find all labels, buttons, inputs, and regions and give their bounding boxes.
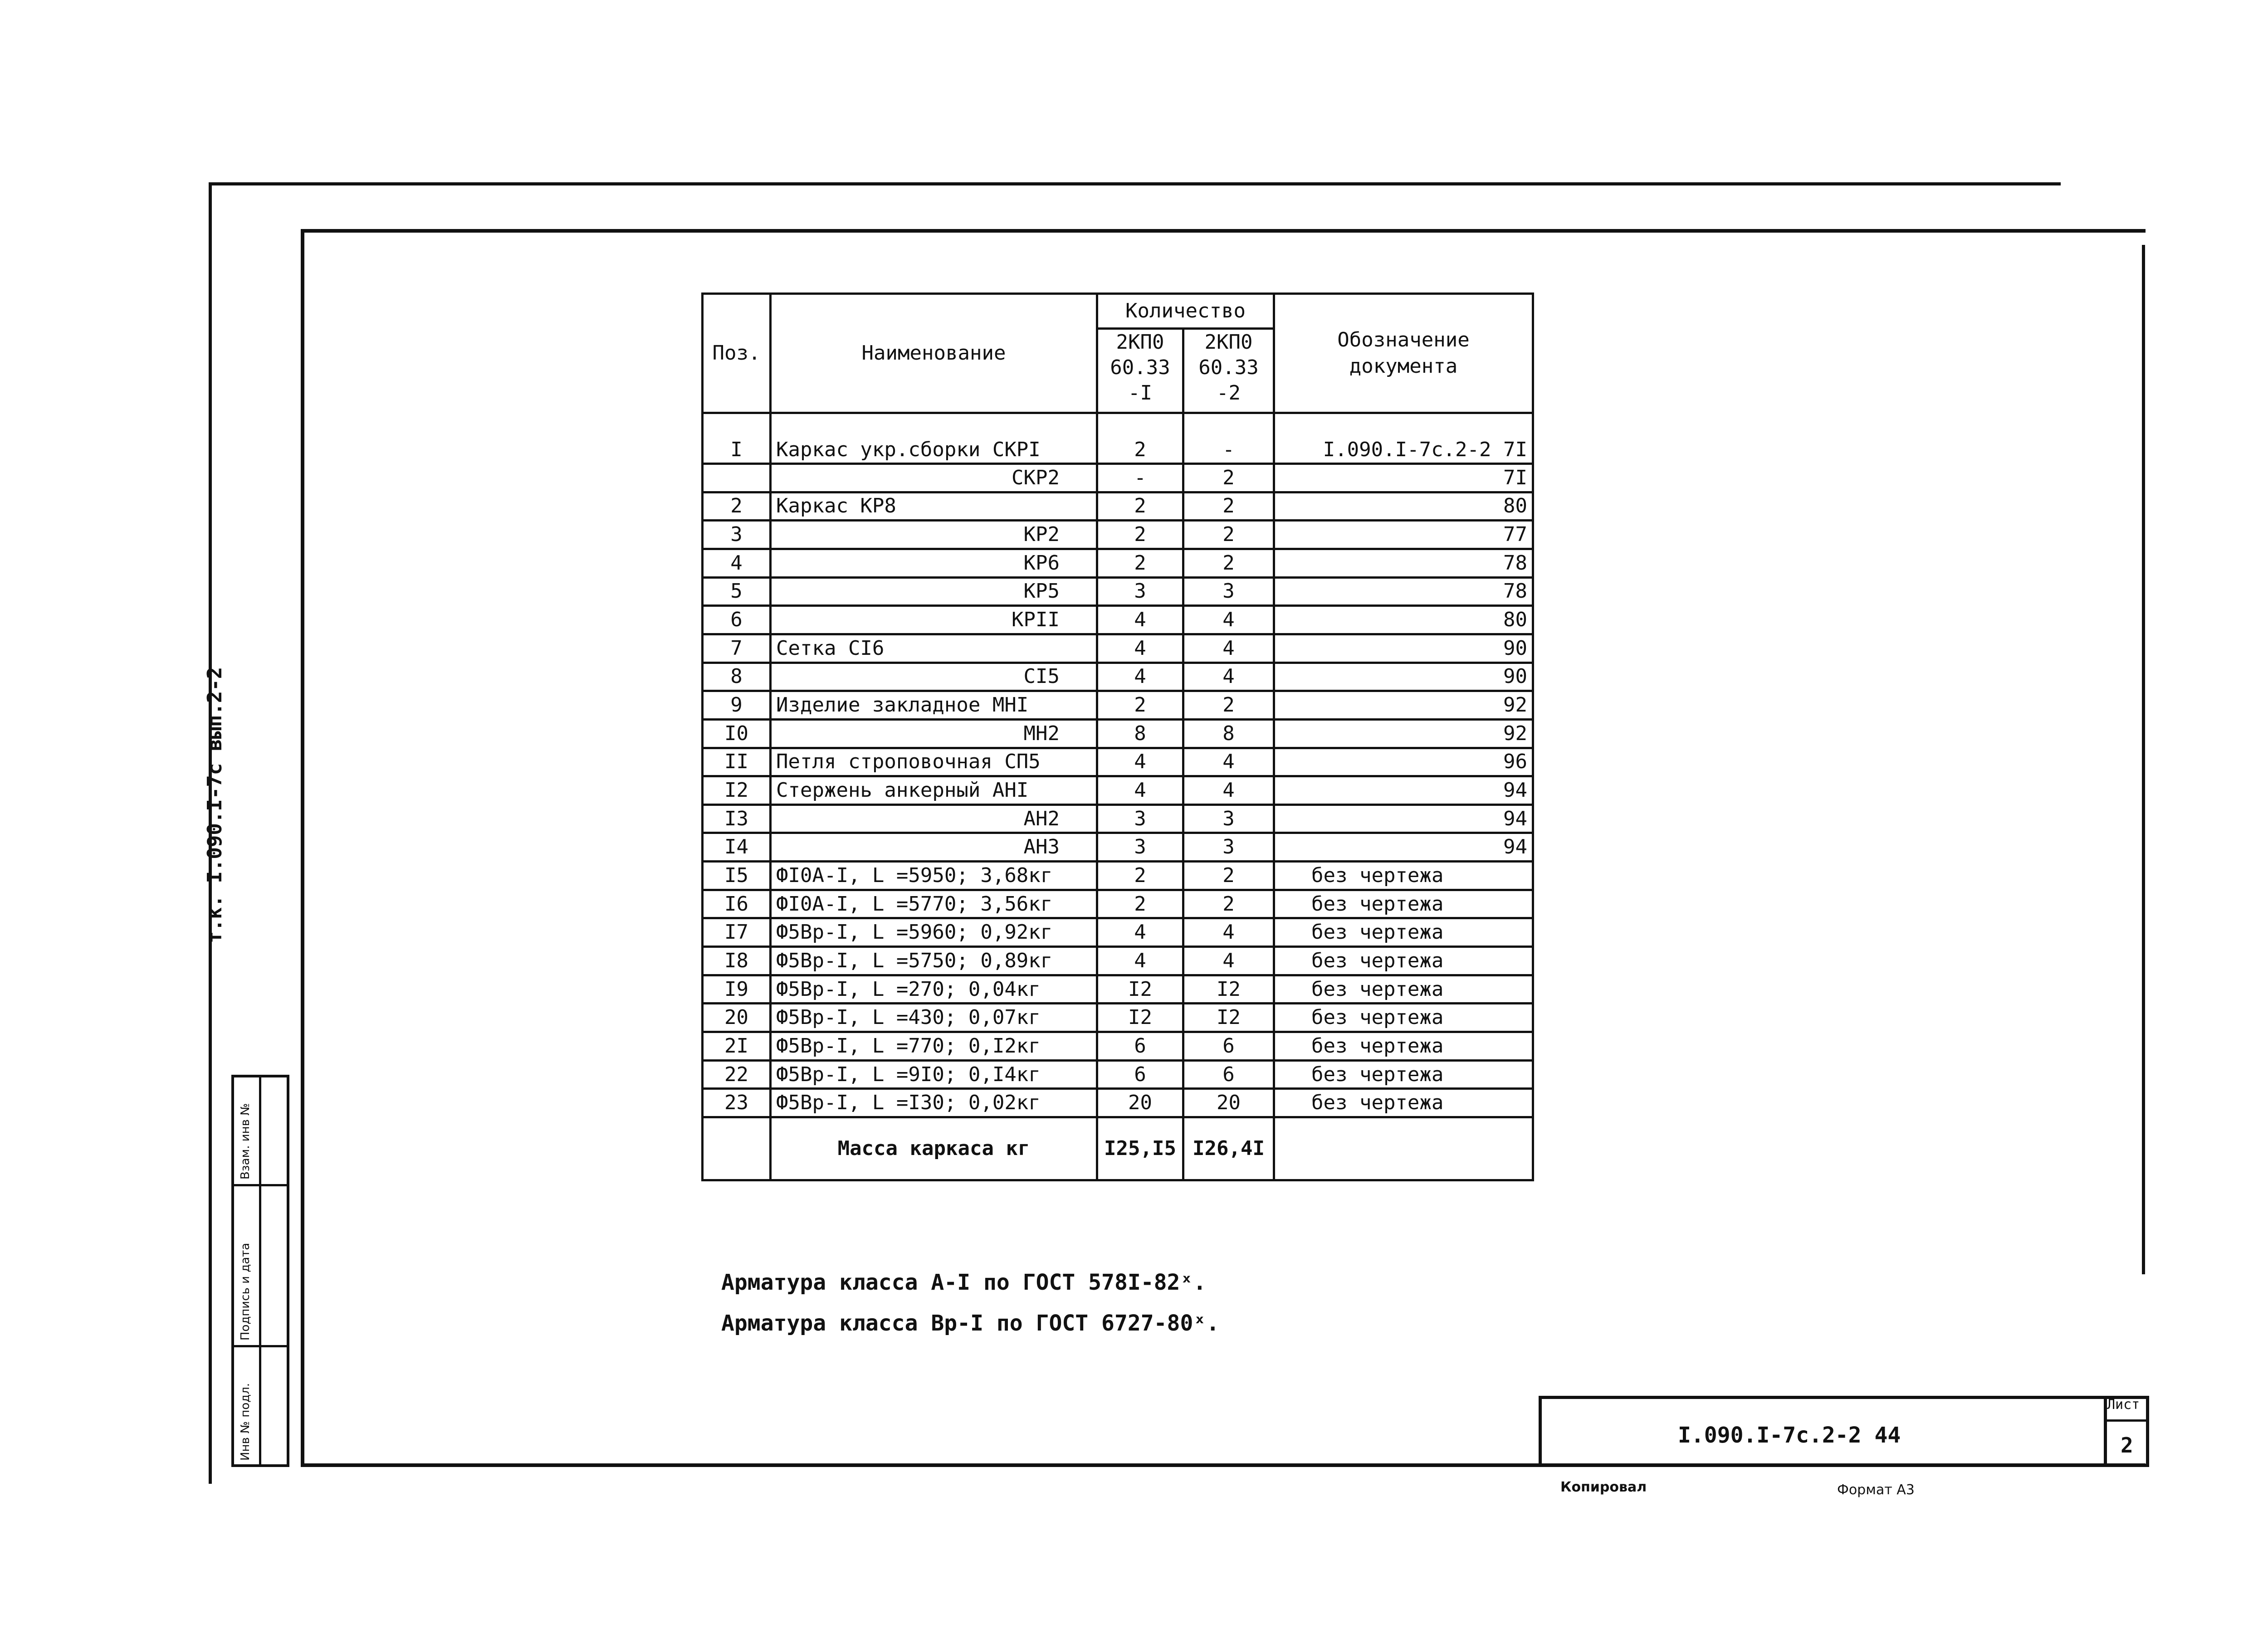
- sheet-box-divider: [2104, 1419, 2149, 1422]
- top-border-outer: [210, 182, 2061, 185]
- cell-qty-1: 6: [1097, 1032, 1183, 1061]
- cell-pos: I7: [703, 918, 771, 947]
- header-name: Наименование: [771, 294, 1097, 413]
- stamp-signature-label: Подпись и дата: [239, 1243, 252, 1340]
- cell-doc: без чертежа: [1274, 862, 1533, 890]
- table-row: [703, 691, 1533, 720]
- cell-name: Ф5Вр-I, L =I30; 0,02кг: [771, 1089, 1097, 1117]
- cell-doc: 94: [1274, 776, 1533, 805]
- sheet-label: Лист: [2107, 1397, 2140, 1413]
- cell-qty-1: 4: [1097, 776, 1183, 805]
- cell-pos: I0: [703, 719, 771, 748]
- header-pos: Поз.: [703, 294, 771, 413]
- copied-by-label: Копировал: [1560, 1479, 1647, 1495]
- cell-name: Ф5Вр-I, L =270; 0,04кг: [771, 975, 1097, 1004]
- table-row: [703, 549, 1533, 577]
- cell-qty-1: 2: [1097, 890, 1183, 918]
- cell-qty-1: 20: [1097, 1089, 1183, 1117]
- cell-doc: 94: [1274, 833, 1533, 862]
- cell-doc: без чертежа: [1274, 947, 1533, 975]
- table-row: [703, 776, 1533, 805]
- table-row: [703, 748, 1533, 776]
- cell-qty-2: 4: [1183, 663, 1274, 691]
- table-row: [703, 463, 1533, 492]
- cell-qty-2: 4: [1183, 748, 1274, 776]
- cell-doc: I.090.I-7с.2-2 7I: [1274, 413, 1533, 463]
- cell-doc: 80: [1274, 606, 1533, 634]
- table-row: [703, 804, 1533, 833]
- cell-name: КР2: [771, 521, 1097, 549]
- table-row: [703, 1032, 1533, 1061]
- table-header-row: [703, 294, 1533, 329]
- cell-pos: I4: [703, 833, 771, 862]
- sheet-number: 2: [2121, 1433, 2133, 1457]
- cell-name: Ф5Вр-I, L =5960; 0,92кг: [771, 918, 1097, 947]
- cell-name: СКР2: [771, 463, 1097, 492]
- cell-doc: 90: [1274, 634, 1533, 663]
- sheet-frame-right: [2142, 245, 2145, 1274]
- cell-qty-1: 4: [1097, 748, 1183, 776]
- cell-qty-2: 4: [1183, 918, 1274, 947]
- variant-2-line: 2КП0: [1204, 331, 1253, 354]
- cell-qty-1: 4: [1097, 663, 1183, 691]
- cell-qty-2: 6: [1183, 1060, 1274, 1089]
- table-row: [703, 1060, 1533, 1089]
- cell-qty-1: 4: [1097, 634, 1183, 663]
- cell-qty-2: 3: [1183, 577, 1274, 606]
- cell-qty-2: 4: [1183, 606, 1274, 634]
- cell-qty-2: 4: [1183, 634, 1274, 663]
- table-row: [703, 833, 1533, 862]
- cell-pos: 9: [703, 691, 771, 720]
- cell-pos: I: [703, 413, 771, 463]
- cell-qty-2: 2: [1183, 549, 1274, 577]
- cell-name: Изделие закладное МНI: [771, 691, 1097, 720]
- cell-qty-1: 3: [1097, 577, 1183, 606]
- cell-name: ФI0А-I, L =5770; 3,56кг: [771, 890, 1097, 918]
- cell-name: Ф5Вр-I, L =430; 0,07кг: [771, 1004, 1097, 1032]
- table-row: [703, 492, 1533, 521]
- cell-qty-1: 2: [1097, 549, 1183, 577]
- specification-table: [701, 292, 1534, 1181]
- cell-qty-1: I2: [1097, 975, 1183, 1004]
- cell-doc: без чертежа: [1274, 1004, 1533, 1032]
- cell-qty-2: 2: [1183, 492, 1274, 521]
- cell-qty-2: I2: [1183, 1004, 1274, 1032]
- header-quantity: Количество: [1097, 294, 1274, 329]
- cell-doc: без чертежа: [1274, 890, 1533, 918]
- cell-qty-1: 2: [1097, 413, 1183, 463]
- cell-name: Ф5Вр-I, L =5750; 0,89кг: [771, 947, 1097, 975]
- cell-pos: 8: [703, 663, 771, 691]
- cell-pos: I3: [703, 804, 771, 833]
- cell-doc: 77: [1274, 521, 1533, 549]
- variant-1-line: -I: [1128, 381, 1152, 405]
- stamp-replace-label: Взам. инв №: [239, 1103, 252, 1180]
- cell-total-label: Масса каркаса кг: [771, 1117, 1097, 1180]
- cell-doc: 92: [1274, 691, 1533, 720]
- cell-doc: без чертежа: [1274, 1060, 1533, 1089]
- cell-name: КР6: [771, 549, 1097, 577]
- variant-2-line: 60.33: [1198, 356, 1259, 380]
- cell-qty-2: 6: [1183, 1032, 1274, 1061]
- stamp-column-divider: [259, 1077, 261, 1465]
- cell-qty-1: 2: [1097, 492, 1183, 521]
- cell-pos: I8: [703, 947, 771, 975]
- cell-name: ФI0А-I, L =5950; 3,68кг: [771, 862, 1097, 890]
- table-row: [703, 975, 1533, 1004]
- table-total-row: [703, 1117, 1533, 1180]
- cell-doc: 80: [1274, 492, 1533, 521]
- table-row: [703, 719, 1533, 748]
- cell-doc: 90: [1274, 663, 1533, 691]
- cell-name: Ф5Вр-I, L =9I0; 0,I4кг: [771, 1060, 1097, 1089]
- format-label: Формат А3: [1837, 1482, 1915, 1498]
- cell-qty-2: 2: [1183, 463, 1274, 492]
- cell-name: СI5: [771, 663, 1097, 691]
- cell-doc: 7I: [1274, 463, 1533, 492]
- header-doc-line: Обозначение: [1337, 328, 1470, 351]
- cell-pos: 4: [703, 549, 771, 577]
- cell-qty-2: 3: [1183, 804, 1274, 833]
- cell-qty-2: 2: [1183, 691, 1274, 720]
- note-reinforcement-a1: Арматура класса А-I по ГОСТ 578I-82ˣ.: [721, 1270, 1207, 1295]
- table-row: [703, 918, 1533, 947]
- cell-qty-2: 3: [1183, 833, 1274, 862]
- title-block: [1539, 1396, 2149, 1467]
- cell-total-pos: [703, 1117, 771, 1180]
- cell-qty-2: 2: [1183, 862, 1274, 890]
- cell-pos: I9: [703, 975, 771, 1004]
- cell-doc: 92: [1274, 719, 1533, 748]
- note-reinforcement-bp1: Арматура класса Вр-I по ГОСТ 6727-80ˣ.: [721, 1311, 1220, 1336]
- cell-name: Ф5Вр-I, L =770; 0,I2кг: [771, 1032, 1097, 1061]
- cell-name: Петля строповочная СП5: [771, 748, 1097, 776]
- cell-doc: 96: [1274, 748, 1533, 776]
- cell-total-doc: [1274, 1117, 1533, 1180]
- cell-qty-1: I2: [1097, 1004, 1183, 1032]
- table-row: [703, 606, 1533, 634]
- cell-name: Каркас КР8: [771, 492, 1097, 521]
- cell-qty-1: 2: [1097, 521, 1183, 549]
- table-body: [703, 413, 1533, 1180]
- table-row: [703, 1089, 1533, 1117]
- variant-1-line: 60.33: [1110, 356, 1170, 380]
- cell-qty-2: -: [1183, 413, 1274, 463]
- cell-qty-2: 20: [1183, 1089, 1274, 1117]
- cell-name: КРII: [771, 606, 1097, 634]
- cell-pos: 20: [703, 1004, 771, 1032]
- cell-name: АН3: [771, 833, 1097, 862]
- table-row: [703, 634, 1533, 663]
- cell-qty-1: 2: [1097, 862, 1183, 890]
- cell-qty-1: 3: [1097, 833, 1183, 862]
- cell-qty-2: 4: [1183, 947, 1274, 975]
- cell-qty-2: 4: [1183, 776, 1274, 805]
- cell-qty-1: 8: [1097, 719, 1183, 748]
- table-row: [703, 413, 1533, 463]
- cell-pos: 2I: [703, 1032, 771, 1061]
- cell-pos: 2: [703, 492, 771, 521]
- side-label: т.к. I.090.I-7с вып.2-2: [203, 667, 226, 943]
- cell-total-qty-1: I25,I5: [1097, 1117, 1183, 1180]
- table-row: [703, 577, 1533, 606]
- document-code: I.090.I-7с.2-2 44: [1678, 1423, 1901, 1448]
- cell-pos: II: [703, 748, 771, 776]
- variant-1-line: 2КП0: [1116, 331, 1164, 354]
- table-row: [703, 521, 1533, 549]
- stamp-column: [231, 1075, 289, 1467]
- header-variant-1: [1097, 329, 1183, 413]
- cell-doc: 94: [1274, 804, 1533, 833]
- cell-name: Каркас укр.сборки СКРI: [771, 413, 1097, 463]
- cell-name: Стержень анкерный АНI: [771, 776, 1097, 805]
- cell-doc: без чертежа: [1274, 975, 1533, 1004]
- stamp-inv-label: Инв № подл.: [239, 1383, 252, 1461]
- cell-qty-1: 2: [1097, 691, 1183, 720]
- cell-name: АН2: [771, 804, 1097, 833]
- cell-qty-2: 8: [1183, 719, 1274, 748]
- table-row: [703, 947, 1533, 975]
- cell-pos: I6: [703, 890, 771, 918]
- table-row: [703, 890, 1533, 918]
- cell-pos: 22: [703, 1060, 771, 1089]
- cell-doc: без чертежа: [1274, 1032, 1533, 1061]
- cell-qty-1: 4: [1097, 606, 1183, 634]
- cell-pos: 3: [703, 521, 771, 549]
- cell-doc: без чертежа: [1274, 1089, 1533, 1117]
- cell-pos: 7: [703, 634, 771, 663]
- cell-pos: I2: [703, 776, 771, 805]
- header-variant-2: [1183, 329, 1274, 413]
- cell-doc: 78: [1274, 549, 1533, 577]
- cell-qty-2: 2: [1183, 890, 1274, 918]
- cell-qty-2: 2: [1183, 521, 1274, 549]
- cell-qty-2: I2: [1183, 975, 1274, 1004]
- cell-qty-1: 6: [1097, 1060, 1183, 1089]
- cell-pos: 6: [703, 606, 771, 634]
- variant-2-line: -2: [1217, 381, 1241, 405]
- cell-qty-1: 3: [1097, 804, 1183, 833]
- cell-qty-1: 4: [1097, 918, 1183, 947]
- header-doc-line: документа: [1349, 354, 1458, 378]
- cell-pos: 5: [703, 577, 771, 606]
- cell-pos: I5: [703, 862, 771, 890]
- cell-name: Сетка СI6: [771, 634, 1097, 663]
- table-row: [703, 663, 1533, 691]
- cell-qty-1: -: [1097, 463, 1183, 492]
- table-row: [703, 1004, 1533, 1032]
- header-doc: [1274, 294, 1533, 413]
- cell-name: КР5: [771, 577, 1097, 606]
- cell-pos: 23: [703, 1089, 771, 1117]
- table-row: [703, 862, 1533, 890]
- cell-total-qty-2: I26,4I: [1183, 1117, 1274, 1180]
- cell-name: МН2: [771, 719, 1097, 748]
- cell-pos: [703, 463, 771, 492]
- cell-doc: 78: [1274, 577, 1533, 606]
- cell-qty-1: 4: [1097, 947, 1183, 975]
- cell-doc: без чертежа: [1274, 918, 1533, 947]
